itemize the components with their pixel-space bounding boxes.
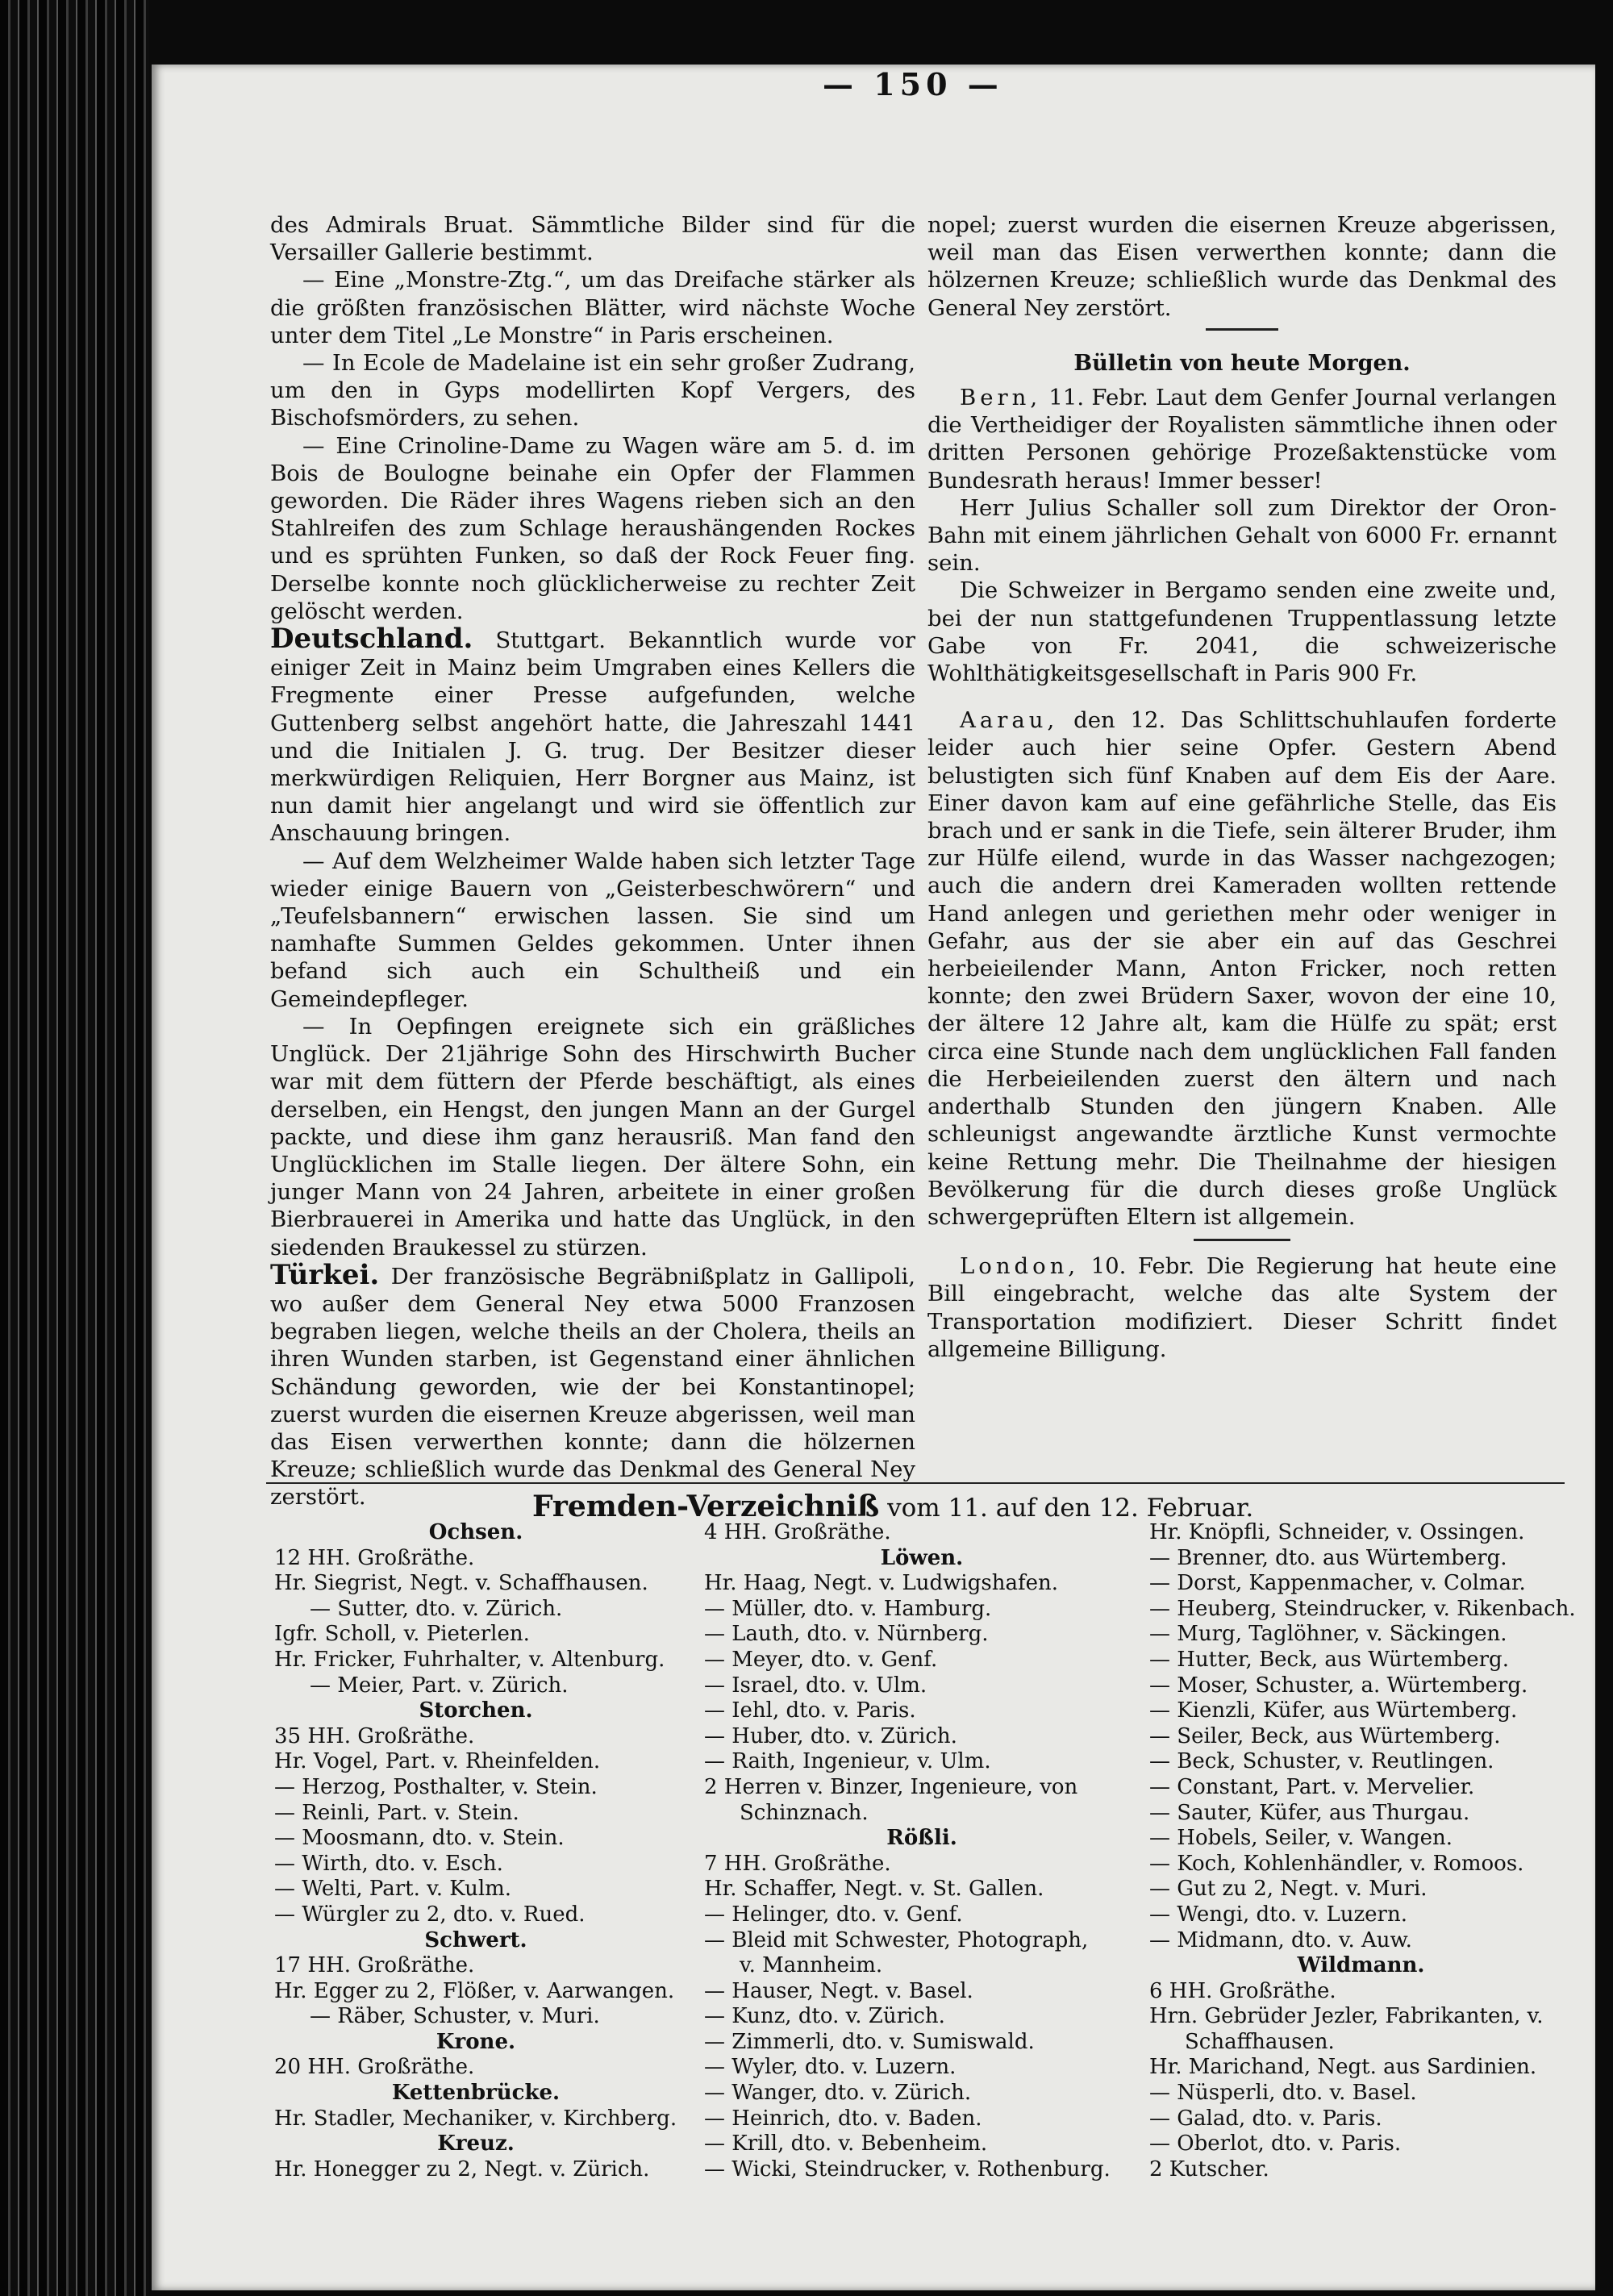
guest-entry: — Reinli, Part. v. Stein. (274, 1800, 519, 1825)
dateline-aarau: Aarau, (960, 707, 1059, 734)
paragraph-aarau (927, 706, 1557, 1231)
guest-entry: — Gut zu 2, Negt. v. Muri. (1149, 1877, 1428, 1902)
guest-entry: — Wirth, dto. v. Esch. (274, 1851, 503, 1876)
guest-entry: Hr. Marichand, Negt. aus Sardinien. (1149, 2055, 1537, 2080)
guest-entry: — Seiler, Beck, aus Würtemberg. (1149, 1723, 1501, 1748)
guest-entry: Schaffhausen. (1185, 2029, 1335, 2054)
guest-list-column-3 (1149, 1520, 1576, 2182)
guest-entry: — Heuberg, Steindrucker, v. Rikenbach. (1149, 1596, 1576, 1621)
section-head-deutschland: Deutschland. (270, 623, 473, 656)
guest-entry: — Galad, dto. v. Paris. (1149, 2106, 1382, 2131)
guest-entry: Hr. Stadler, Mechaniker, v. Kirchberg. (274, 2106, 677, 2131)
guest-entry: — Bleid mit Schwester, Photograph, (704, 1927, 1089, 1952)
guest-entry: — Wengi, dto. v. Luzern. (1149, 1902, 1407, 1927)
guest-entry: — Zimmerli, dto. v. Sumiswald. (704, 2029, 1035, 2054)
guest-entry: 6 HH. Großräthe. (1149, 1978, 1336, 2003)
guest-entry: — Krill, dto. v. Bebenheim. (704, 2131, 988, 2156)
dateline-london: London, (960, 1253, 1080, 1280)
guest-entry: 20 HH. Großräthe. (274, 2055, 475, 2080)
paragraph-bern (927, 384, 1557, 494)
guest-entry: — Hutter, Beck, aus Würtemberg. (1149, 1647, 1509, 1672)
fremden-title: Fremden-Verzeichniß (532, 1490, 880, 1523)
guest-entry: v. Mannheim. (740, 1953, 883, 1978)
guest-entry: — Heinrich, dto. v. Baden. (704, 2106, 982, 2131)
guest-entry: 2 Herren v. Binzer, Ingenieure, von (704, 1774, 1078, 1799)
right-column (927, 211, 1557, 1363)
fremden-subtitle: vom 11. auf den 12. Februar. (879, 1494, 1254, 1523)
dateline-bern: Bern, (960, 385, 1042, 411)
guest-entry: — Müller, dto. v. Hamburg. (704, 1596, 992, 1621)
guest-entry: — Oberlot, dto. v. Paris. (1149, 2131, 1402, 2156)
guest-entry: — Midmann, dto. v. Auw. (1149, 1927, 1412, 1952)
paragraph-schaller: Herr Julius Schaller soll zum Direktor der Oron-Bahn mit einem jährlichen Gehalt von 6000 Fr. ernannt sein. (927, 494, 1557, 577)
section-head-tuerkei: Türkei. (270, 1258, 380, 1291)
guest-entry: 35 HH. Großräthe. (274, 1723, 475, 1748)
book-binding (0, 0, 149, 2296)
guest-entry: — Wanger, dto. v. Zürich. (704, 2081, 972, 2106)
paragraph-admiral: des Admirals Bruat. Sämmtliche Bilder sind für die Versailler Gallerie bestimmt. (270, 212, 915, 266)
guest-entry: — Iehl, dto. v. Paris. (704, 1698, 916, 1723)
paragraph-bergamo: Die Schweizer in Bergamo senden eine zweite und, bei der nun stattgefundenen Truppentlassung letzte Gabe von Fr. 2041, die schweizerische Wohlthätigkeitsgesellschaft in Paris 900 Fr. (927, 577, 1557, 687)
page-number: — 150 — (823, 66, 1003, 102)
guest-entry: — Helinger, dto. v. Genf. (704, 1902, 963, 1927)
separator-rule-2 (1194, 1239, 1290, 1241)
bulletin-heading: Bülletin von heute Morgen. (1073, 350, 1411, 376)
guest-list-column-1 (274, 1520, 677, 2182)
guest-entry: — Wyler, dto. v. Luzern. (704, 2055, 957, 2080)
paragraph-crinoline: — Eine Crinoline-Dame zu Wagen wäre am 5. d. im Bois de Boulogne beinahe ein Opfer der Flammen geworden. Die Räder ihres Wagens rieben sich an den Stahlreifen des zum Schlage heraushängenden Rockes und es sprühten Funken, so daß der Rock Feuer fing. Derselbe konnte noch glücklicherweise zu rechter Zeit gelöscht werden. (270, 432, 915, 624)
deutschland-text: Stuttgart. Bekanntlich wurde vor einiger Zeit in Mainz beim Umgraben eines Kellers die Fregmente einer Presse aufgefunden, welche Guttenberg selbst angehört hatte, die Jahreszahl 1441 und die Initialen J. G. trug. Der Besitzer dieser merkwürdigen Reliquien, Herr Borgner aus Mainz, ist nun damit hier angelangt und wird sie öffentlich zur Anschauung bringen. (270, 627, 915, 847)
guest-entry: Hr. Haag, Negt. v. Ludwigshafen. (704, 1571, 1058, 1596)
paragraph-oepfingen: — In Oepfingen ereignete sich ein gräßliches Unglück. Der 21jährige Sohn des Hirschwirth Bucher war mit dem füttern der Pferde beschäftigt, als eines derselben, ein Hengst, den jungen Mann an der Gurgel packte, und diese ihm ganz herausriß. Man fand den Unglücklichen im Stalle liegen. Der ältere Sohn, ein junger Mann von 24 Jahren, arbeitete in einer großen Bierbrauerei in Amerika und hatte das Unglück, in den siedenden Braukessel zu stürzen. (270, 1013, 915, 1261)
guest-entry: — Brenner, dto. aus Würtemberg. (1149, 1545, 1507, 1570)
guest-entry: — Hauser, Negt. v. Basel. (704, 1978, 973, 2003)
guest-entry: — Nüsperli, dto. v. Basel. (1149, 2081, 1417, 2106)
guest-entry: — Constant, Part. v. Mervelier. (1149, 1774, 1475, 1799)
guest-entry: — Huber, dto. v. Zürich. (704, 1723, 957, 1748)
hotel-heading: Kettenbrücke. (391, 2081, 561, 2106)
hotel-heading: Storchen. (419, 1698, 533, 1723)
paragraph-welzheim: — Auf dem Welzheimer Walde haben sich letzter Tage wieder einige Bauern von „Geisterbeschwörern“ und „Teufelsbannern“ erwischen lassen. Sie sind um namhafte Summen Geldes gekommen. Unter ihnen befand sich auch ein Schultheiß und ein Gemeindepfleger. (270, 848, 915, 1012)
aarau-text: den 12. Das Schlittschuhlaufen forderte leider auch hier seine Opfer. Gestern Abend belustigten sich fünf Knaben auf dem Eis der Aare. Einer davon kam auf eine gefährliche Stelle, das Eis brach und er sank in die Tiefe, sein älterer Bruder, ihm zur Hülfe eilend, wurde in das Wasser nachgezogen; auch die andern drei Kameraden wollten rettende Hand anlegen und geriethen mehr oder weniger in Gefahr, aus der sie aber ein auf das Geschrei herbeieilender Mann, Anton Fricker, noch retten konnte; den zwei Brüdern Saxer, wovon der eine 10, der ältere 12 Jahre alt, kam die Hülfe zu spät; erst circa eine Stunde nach dem unglücklichen Fall fanden die Herbeieilenden zuerst den ältern und nach anderthalb Stunden den jüngern Knaben. Alle schleunigst angewandte ärztliche Kunst vermochte keine Rettung mehr. Die Theilnahme der hiesigen Bevölkerung für die durch dieses große Unglück schwergeprüften Eltern ist allgemein. (927, 707, 1557, 1230)
separator-rule (1206, 328, 1278, 331)
hotel-heading: Krone. (436, 2029, 516, 2054)
paragraph-deutschland (270, 625, 915, 848)
guest-entry: Igfr. Scholl, v. Pieterlen. (274, 1622, 530, 1647)
guest-entry: — Beck, Schuster, v. Reutlingen. (1149, 1749, 1494, 1774)
guest-entry: Hr. Siegrist, Negt. v. Schaffhausen. (274, 1571, 648, 1596)
bern-text: 11. Febr. Laut dem Genfer Journal verlangen die Vertheidiger der Royalisten sämmtliche ihnen oder dritten Personen gehörige Prozeßaktenstücke vom Bundesrath heraus! Immer besser! (927, 385, 1557, 494)
guest-entry: — Welti, Part. v. Kulm. (274, 1877, 512, 1902)
guest-entry: Hr. Fricker, Fuhrhalter, v. Altenburg. (274, 1647, 665, 1672)
guest-entry: 7 HH. Großräthe. (704, 1851, 891, 1876)
guest-entry: — Sauter, Küfer, aus Thurgau. (1149, 1800, 1470, 1825)
guest-entry: — Raith, Ingenieur, v. Ulm. (704, 1749, 991, 1774)
paragraph-tuerkei (270, 1258, 915, 1511)
guest-entry: — Moser, Schuster, a. Würtemberg. (1149, 1673, 1528, 1698)
guest-entry: 4 HH. Großräthe. (704, 1520, 891, 1544)
paragraph-verger: — In Ecole de Madelaine ist ein sehr großer Zudrang, um den in Gyps modellirten Kopf Vergers, des Bischofsmörders, zu sehen. (270, 350, 915, 431)
guest-entry: Schinznach. (740, 1800, 869, 1825)
paragraph-monstre: — Eine „Monstre-Ztg.“, um das Dreifache stärker als die größten französischen Blätter, wird nächste Woche unter dem Titel „Le Monstre“ in Paris erscheinen. (270, 267, 915, 348)
london-text: 10. Febr. Die Regierung hat heute eine Bill eingebracht, welche das alte System der Transportation modifiziert. Dieser Schritt findet allgemeine Billigung. (927, 1253, 1557, 1362)
hotel-heading: Ochsen. (428, 1520, 523, 1544)
paragraph-london (927, 1252, 1557, 1363)
guest-entry: Hr. Egger zu 2, Flößer, v. Aarwangen. (274, 1978, 675, 2003)
guest-entry: — Israel, dto. v. Ulm. (704, 1673, 927, 1698)
guest-entry: — Herzog, Posthalter, v. Stein. (274, 1774, 598, 1799)
guest-entry: 2 Kutscher. (1149, 2156, 1269, 2181)
guest-entry: — Räber, Schuster, v. Muri. (310, 2004, 600, 2029)
fremden-heading (532, 1490, 1253, 1523)
guest-entry: Hr. Knöpfli, Schneider, v. Ossingen. (1149, 1520, 1525, 1544)
guest-entry: — Sutter, dto. v. Zürich. (310, 1596, 563, 1621)
guest-entry: Hr. Vogel, Part. v. Rheinfelden. (274, 1749, 601, 1774)
tuerkei-text: Der französische Begräbnißplatz in Gallipoli, wo außer dem General Ney etwa 5000 Franzosen begraben liegen, welche theils an der Cholera, theils an ihren Wunden starben, ist Gegenstand einer ähnlichen Schändung geworden, wie der bei Konstantinopel; zuerst wurden die eisernen Kreuze abgerissen, weil man das Eisen verwerthen konnte; dann die hölzernen Kreuze; schließlich wurde das Denkmal des General Ney zerstört. (270, 1263, 915, 1511)
guest-entry: — Murg, Taglöhner, v. Säckingen. (1149, 1622, 1507, 1647)
guest-list-column-2 (704, 1520, 1140, 2182)
guest-entry: — Wicki, Steindrucker, v. Rothenburg. (704, 2156, 1111, 2181)
guest-entry: — Lauth, dto. v. Nürnberg. (704, 1622, 989, 1647)
guest-entry: — Dorst, Kappenmacher, v. Colmar. (1149, 1571, 1526, 1596)
hotel-heading: Schwert. (424, 1927, 527, 1952)
paragraph-continued: nopel; zuerst wurden die eisernen Kreuze abgerissen, weil man das Eisen verwerthen konnte; dann die hölzernen Kreuze; schließlich wurde das Denkmal des General Ney zerstört. (927, 212, 1557, 321)
guest-entry: — Moosmann, dto. v. Stein. (274, 1826, 565, 1851)
hotel-heading: Kreuz. (437, 2131, 515, 2156)
guest-entry: — Hobels, Seiler, v. Wangen. (1149, 1826, 1453, 1851)
guest-entry: Hr. Schaffer, Negt. v. St. Gallen. (704, 1877, 1044, 1902)
guest-entry: — Kunz, dto. v. Zürich. (704, 2004, 945, 2029)
guest-entry: — Kienzli, Küfer, aus Würtemberg. (1149, 1698, 1518, 1723)
hotel-heading: Löwen. (880, 1545, 964, 1570)
section-divider (266, 1482, 1565, 1484)
hotel-heading: Rößli. (886, 1826, 957, 1851)
hotel-heading: Wildmann. (1297, 1953, 1425, 1978)
guest-entry: Hr. Honegger zu 2, Negt. v. Zürich. (274, 2156, 650, 2181)
guest-entry: 17 HH. Großräthe. (274, 1953, 475, 1978)
guest-entry: — Würgler zu 2, dto. v. Rued. (274, 1902, 586, 1927)
guest-entry: — Meyer, dto. v. Genf. (704, 1647, 938, 1672)
guest-entry: Hrn. Gebrüder Jezler, Fabrikanten, v. (1149, 2004, 1544, 2029)
left-column (270, 211, 915, 1511)
guest-entry: — Koch, Kohlenhändler, v. Romoos. (1149, 1851, 1524, 1876)
guest-entry: 12 HH. Großräthe. (274, 1545, 475, 1570)
guest-entry: — Meier, Part. v. Zürich. (310, 1673, 569, 1698)
